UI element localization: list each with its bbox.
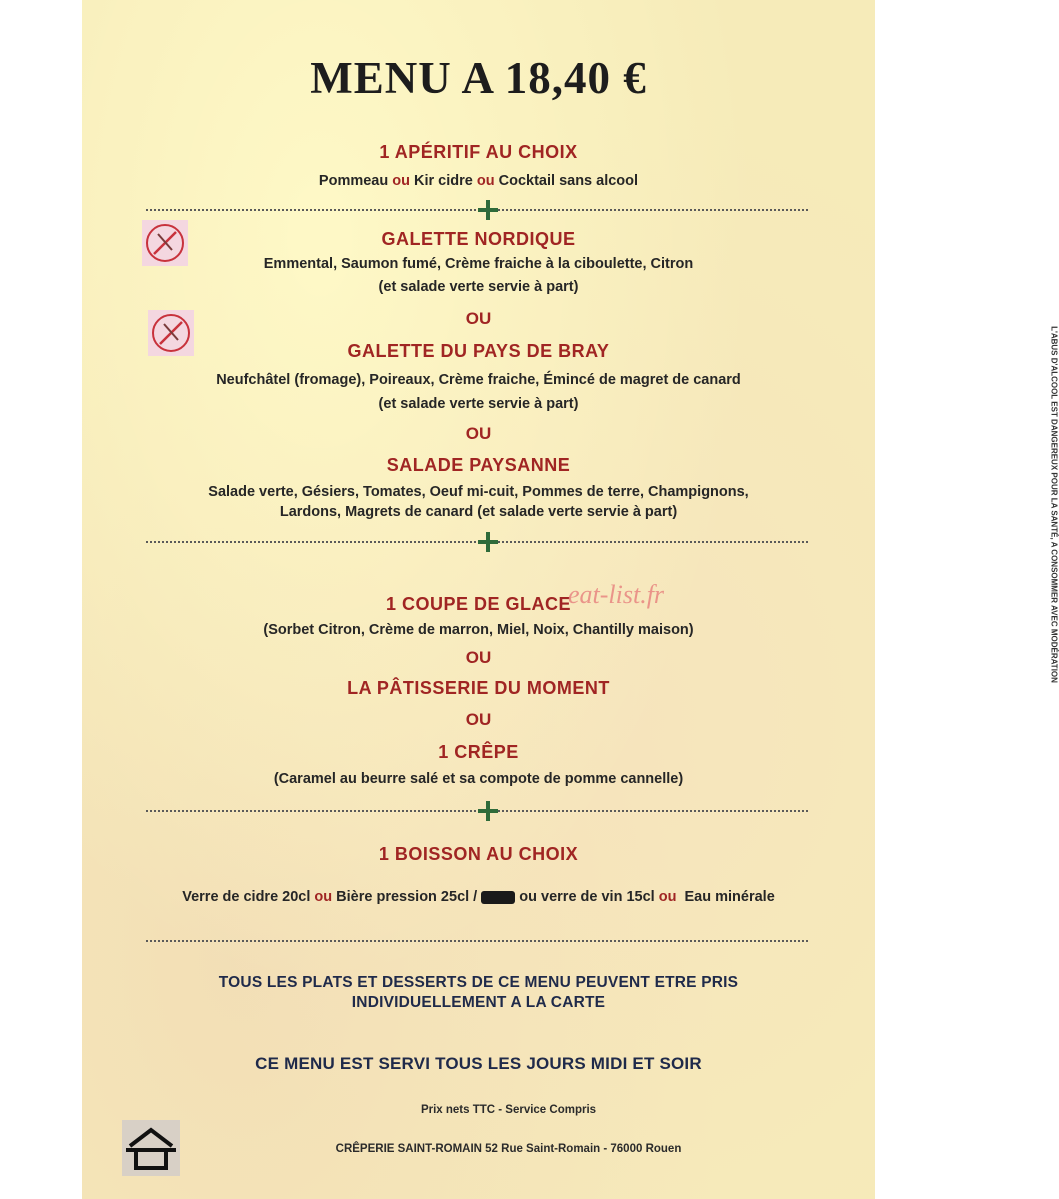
section-aperitif: 1 APÉRITIF AU CHOIX <box>379 142 578 162</box>
alcohol-warning: L'ABUS D'ALCOOL EST DANGEREUX POUR LA SANTÉ, A CONSOMMER AVEC MODÉRATION <box>1049 326 1059 683</box>
aperitif-options: Pommeau ou Kir cidre ou Cocktail sans alcool <box>318 173 639 189</box>
salade-desc-line1: Salade verte, Gésiers, Tomates, Oeuf mi-cuit, Pommes de terre, Champignons, <box>208 484 749 500</box>
price-note: Prix nets TTC - Service Compris <box>420 1104 597 1116</box>
or-label: OU <box>465 309 492 328</box>
or-label: OU <box>465 424 492 443</box>
dotted-separator <box>146 541 808 543</box>
or-label: OU <box>465 648 492 667</box>
or-label: OU <box>465 710 492 729</box>
patisserie-title: LA PÂTISSERIE DU MOMENT <box>347 678 610 698</box>
restaurant-address: CRÊPERIE SAINT-ROMAIN 52 Rue Saint-Romain - 76000 Rouen <box>335 1143 682 1155</box>
dotted-separator <box>146 940 808 942</box>
service-notice: CE MENU EST SERVI TOUS LES JOURS MIDI ET SOIR <box>255 1054 702 1073</box>
salade-title: SALADE PAYSANNE <box>386 455 571 475</box>
coupe-glace-desc: (Sorbet Citron, Crème de marron, Miel, Noix, Chantilly maison) <box>263 622 694 638</box>
notice-line1: TOUS LES PLATS ET DESSERTS DE CE MENU PEUVENT ETRE PRIS <box>218 974 739 991</box>
menu-title: MENU A 18,40 € <box>310 53 647 103</box>
crepe-title: 1 CRÊPE <box>438 742 519 762</box>
dotted-separator <box>146 810 808 812</box>
galette-bray-title: GALETTE DU PAYS DE BRAY <box>347 341 610 361</box>
watermark: eat-list.fr <box>568 580 665 609</box>
salade-desc-line2: Lardons, Magrets de canard (et salade verte servie à part) <box>279 504 678 520</box>
house-logo-icon <box>122 1120 180 1176</box>
boisson-title: 1 BOISSON AU CHOIX <box>378 844 579 864</box>
dotted-separator <box>146 209 808 211</box>
galette-nordique-title: GALETTE NORDIQUE <box>381 229 576 249</box>
plus-icon <box>478 801 498 821</box>
notice-line2: INDIVIDUELLEMENT A LA CARTE <box>351 994 606 1011</box>
galette-bray-desc: Neufchâtel (fromage), Poireaux, Crème fraiche, Émincé de magret de canard <box>216 372 741 388</box>
menu-sheet <box>82 0 1059 1199</box>
redacted-mark <box>481 891 515 904</box>
galette-nordique-desc: Emmental, Saumon fumé, Crème fraiche à la ciboulette, Citron <box>263 256 694 272</box>
crepe-desc: (Caramel au beurre salé et sa compote de pomme cannelle) <box>273 771 684 787</box>
galette-nordique-note: (et salade verte servie à part) <box>378 279 579 295</box>
plus-icon <box>478 532 498 552</box>
boisson-options: Verre de cidre 20cl ou Bière pression 25cl / ou verre de vin 15cl ou Eau minérale <box>182 889 775 905</box>
galette-bray-note: (et salade verte servie à part) <box>378 396 579 412</box>
plus-icon <box>478 200 498 220</box>
coupe-glace-title: 1 COUPE DE GLACE <box>385 594 572 614</box>
